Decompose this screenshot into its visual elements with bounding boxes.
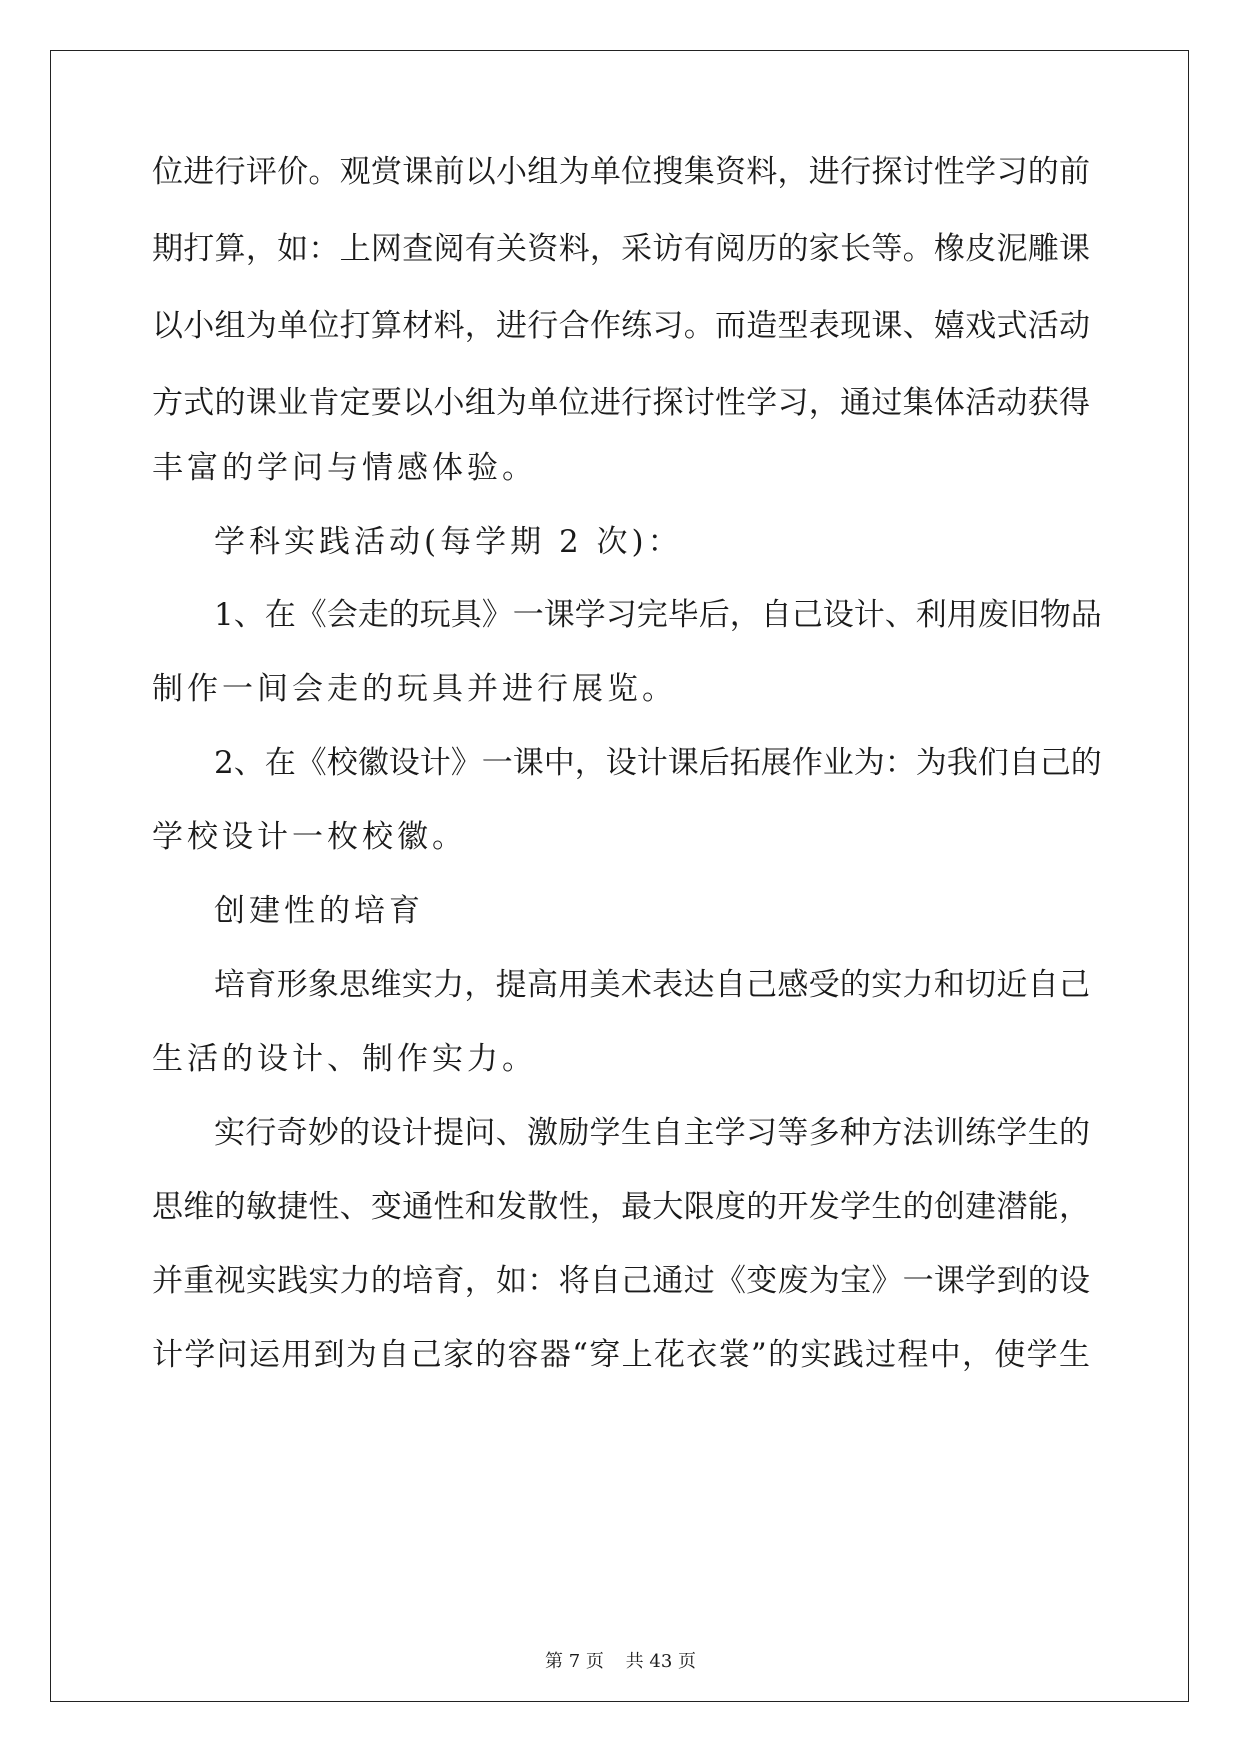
text-line: 1、在《会走的玩具》一课学习完毕后，自己设计、利用废旧物品 — [214, 597, 1102, 633]
text-line: 并重视实践实力的培育，如：将自己通过《变废为宝》一课学到的设 — [152, 1263, 1090, 1299]
text-line: 制作一间会走的玩具并进行展览。 — [152, 671, 677, 707]
text-line: 方式的课业肯定要以小组为单位进行探讨性学习，通过集体活动获得 — [152, 385, 1090, 421]
text-line: 思维的敏捷性、变通性和发散性，最大限度的开发学生的创建潜能， — [152, 1189, 1090, 1225]
page-number: 第 7 页 — [545, 1651, 604, 1672]
text-line: 丰富的学问与情感体验。 — [152, 450, 537, 486]
page-total: 共 43 页 — [625, 1651, 696, 1672]
text-line: 计学问运用到为自己家的容器“穿上花衣裳”的实践过程中，使学生 — [152, 1337, 1090, 1373]
page-border — [50, 50, 1189, 1702]
page-footer — [0, 1647, 1241, 1673]
text-line: 生活的设计、制作实力。 — [152, 1041, 537, 1077]
section-heading: 学科实践活动(每学期 2 次)： — [214, 524, 683, 560]
text-line: 位进行评价。观赏课前以小组为单位搜集资料，进行探讨性学习的前 — [152, 154, 1090, 190]
section-heading: 创建性的培育 — [214, 893, 424, 929]
text-line: 期打算，如：上网查阅有关资料，采访有阅历的家长等。橡皮泥雕课 — [152, 231, 1090, 267]
text-line: 学校设计一枚校徽。 — [152, 819, 467, 855]
text-line: 2、在《校徽设计》一课中，设计课后拓展作业为：为我们自己的 — [214, 745, 1102, 781]
text-line: 培育形象思维实力，提高用美术表达自己感受的实力和切近自己 — [214, 967, 1090, 1003]
text-line: 以小组为单位打算材料，进行合作练习。而造型表现课、嬉戏式活动 — [152, 308, 1090, 344]
text-line: 实行奇妙的设计提问、激励学生自主学习等多种方法训练学生的 — [214, 1115, 1090, 1151]
